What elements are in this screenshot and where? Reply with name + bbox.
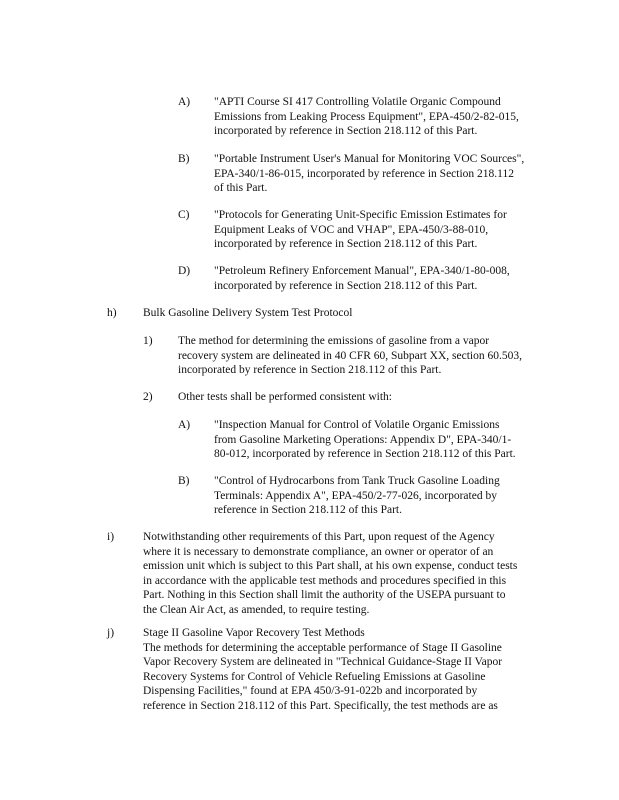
item-text bbox=[178, 390, 392, 405]
text-line: "Portable Instrument User's Manual for Monitoring VOC Sources", bbox=[214, 153, 525, 165]
text-line: of this Part. bbox=[214, 182, 268, 194]
text-line: "Control of Hydrocarbons from Tank Truck Gasoline Loading bbox=[214, 475, 500, 487]
section-text bbox=[143, 530, 517, 617]
text-line: recovery system are delineated in 40 CFR 60, Subpart XX, section 60.503, bbox=[178, 349, 522, 362]
section-label: h) bbox=[107, 307, 117, 319]
text-line: emission unit which is subject to this Part shall, at his own expense, conduct tests bbox=[143, 560, 518, 572]
section-label: j) bbox=[107, 627, 115, 639]
text-line: from Gasoline Marketing Operations: Appendix D", EPA-340/1- bbox=[214, 433, 512, 446]
text-line: Dispensing Facilities," found at EPA 450/3-91-022b and incorporated by bbox=[143, 685, 478, 697]
text-line: Bulk Gasoline Delivery System Test Protocol bbox=[143, 307, 353, 319]
text-line: where it is necessary to demonstrate compliance, an owner or operator of an bbox=[143, 545, 494, 558]
item-text bbox=[214, 95, 519, 139]
item-text bbox=[178, 334, 522, 378]
text-line: Part. Nothing in this Section shall limit the authority of the USEPA pursuant to bbox=[143, 589, 506, 601]
item-label: C) bbox=[178, 209, 190, 221]
text-line: in accordance with the applicable test methods and procedures specified in this bbox=[143, 574, 507, 587]
text-line: "Inspection Manual for Control of Volatile Organic Emissions bbox=[214, 419, 500, 431]
text-line: reference in Section 218.112 of this Part. Specifically, the test methods are as bbox=[143, 699, 498, 712]
text-line: the Clean Air Act, as amended, to require testing. bbox=[143, 603, 370, 616]
item-text bbox=[214, 208, 507, 252]
text-line: "Petroleum Refinery Enforcement Manual", EPA-340/1-80-008, bbox=[214, 265, 510, 277]
text-line: Recovery Systems for Control of Vehicle Refueling Emissions at Gasoline bbox=[143, 670, 486, 683]
text-line: reference in Section 218.112 of this Part. bbox=[214, 504, 402, 516]
text-line: Other tests shall be performed consistent with: bbox=[178, 391, 392, 403]
item-label: D) bbox=[178, 265, 191, 277]
text-line: Equipment Leaks of VOC and VHAP", EPA-450/3-88-010, bbox=[214, 223, 489, 236]
item-text bbox=[214, 264, 510, 293]
text-line: Vapor Recovery System are delineated in "Technical Guidance-Stage II Vapor bbox=[143, 656, 503, 668]
item-text bbox=[214, 474, 500, 518]
section-heading: Stage II Gasoline Vapor Recovery Test Methods bbox=[143, 627, 365, 639]
text-line: Notwithstanding other requirements of this Part, upon request of the Agency bbox=[143, 531, 495, 543]
text-line: incorporated by reference in Section 218.112 of this Part. bbox=[214, 125, 478, 137]
text-line: EPA-340/1-86-015, incorporated by reference in Section 218.112 bbox=[214, 167, 514, 180]
item-label: 2) bbox=[143, 391, 153, 403]
item-label: 1) bbox=[143, 335, 153, 347]
item-text bbox=[214, 152, 524, 196]
text-line: incorporated by reference in Section 218.112 of this Part. bbox=[214, 238, 478, 250]
section-heading bbox=[143, 306, 352, 321]
text-line: The methods for determining the acceptable performance of Stage II Gasoline bbox=[143, 641, 502, 654]
item-text bbox=[214, 418, 516, 462]
text-line: Terminals: Appendix A", EPA-450/2-77-026, incorporated by bbox=[214, 489, 497, 502]
text-line: "Protocols for Generating Unit-Specific Emission Estimates for bbox=[214, 209, 507, 221]
text-line: incorporated by reference in Section 218.112 of this Part. bbox=[178, 364, 442, 376]
text-line: incorporated by reference in Section 218.112 of this Part. bbox=[214, 279, 478, 292]
item-label: B) bbox=[178, 475, 190, 487]
item-label: A) bbox=[178, 419, 191, 431]
text-line: 80-012, incorporated by reference in Section 218.112 of this Part. bbox=[214, 448, 516, 460]
section-label: i) bbox=[107, 531, 115, 543]
text-line: The method for determining the emissions of gasoline from a vapor bbox=[178, 335, 490, 347]
item-label: B) bbox=[178, 153, 190, 165]
item-label: A) bbox=[178, 96, 191, 108]
text-line: "APTI Course SI 417 Controlling Volatile Organic Compound bbox=[214, 96, 501, 108]
section-text bbox=[143, 626, 502, 713]
text-line: Emissions from Leaking Process Equipment", EPA-450/2-82-015, bbox=[214, 110, 519, 123]
